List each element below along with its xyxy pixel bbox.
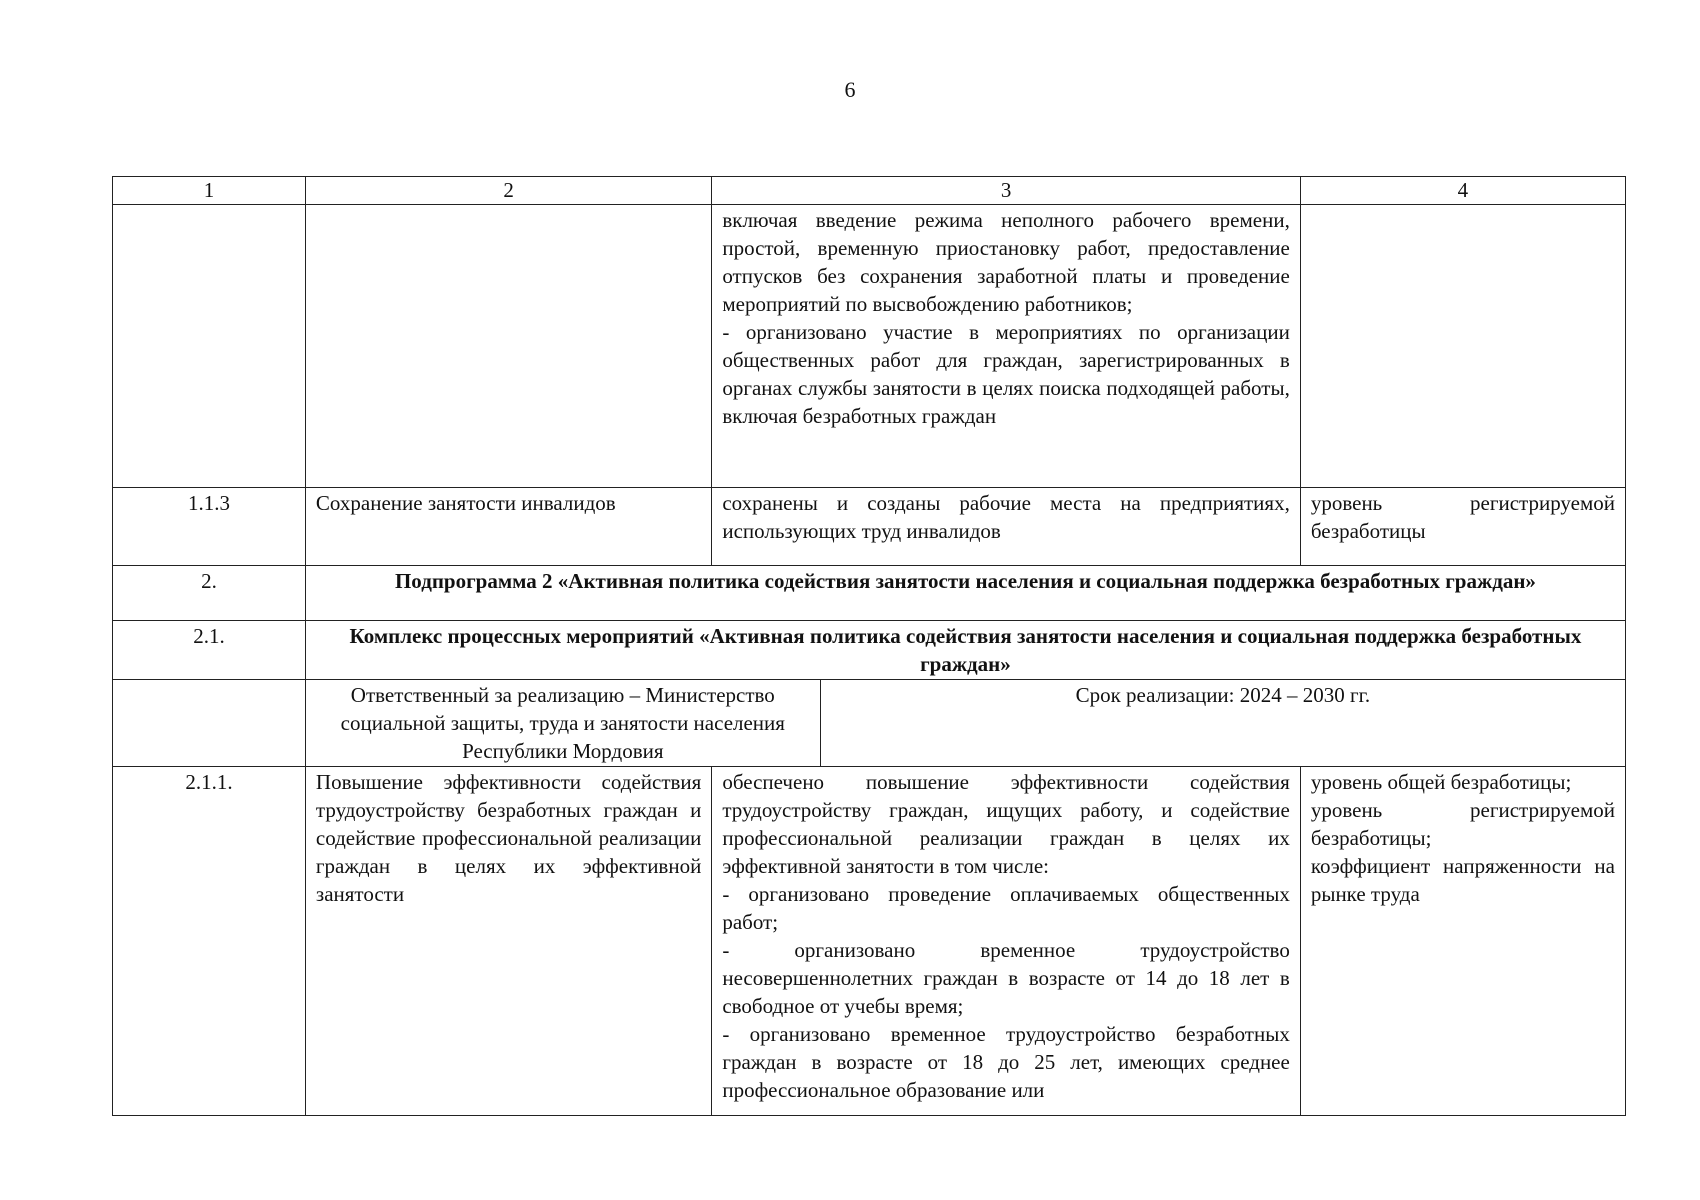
activity-result xyxy=(712,767,1301,1116)
table-row-subprogram-2 xyxy=(113,566,1626,621)
responsible-executor: Ответственный за реализацию – Министерство социальной защиты, труда и занятости населения Республики Мордовия xyxy=(305,680,820,767)
header-col-3: 3 xyxy=(712,177,1301,205)
indicator-item: уровень общей безработицы; xyxy=(1310,770,1572,794)
activity-name: Повышение эффективности содействия трудоустройству безработных граждан и содействие профессиональной реализации граждан в целях их эффективной занятости xyxy=(305,767,711,1116)
header-col-1: 1 xyxy=(113,177,306,205)
activity-indicator: уровень регистрируемой безработицы xyxy=(1300,488,1625,566)
page-number: 6 xyxy=(844,77,856,102)
table-header-row xyxy=(113,177,1626,205)
activity-result: сохранены и созданы рабочие места на предприятиях, использующих труд инвалидов xyxy=(712,488,1301,566)
row-number: 1.1.3 xyxy=(113,488,306,566)
header-col-4: 4 xyxy=(1300,177,1625,205)
responsible-num-cell xyxy=(113,680,306,767)
table-row-2-1-1 xyxy=(113,767,1626,1116)
result-intro: обеспечено повышение эффективности содействия трудоустройству граждан, ищущих работу, и содействие профессиональной реализации граждан в целях их эффективной занятости в том числе: xyxy=(722,770,1290,878)
header-col-2: 2 xyxy=(305,177,711,205)
table-row-2-1 xyxy=(113,621,1626,680)
complex-title: Комплекс процессных мероприятий «Активная политика содействия занятости населения и социальная поддержка безработных граждан» xyxy=(305,621,1625,680)
program-table xyxy=(112,176,1626,1116)
indicator-item: коэффициент напряженности на рынке труда xyxy=(1310,854,1615,906)
table-row-continuation xyxy=(113,205,1626,488)
activity-name: Сохранение занятости инвалидов xyxy=(305,488,711,566)
activity-indicators xyxy=(1300,767,1625,1116)
subprogram-title: Подпрограмма 2 «Активная политика содействия занятости населения и социальная поддержка безработных граждан» xyxy=(305,566,1625,621)
cont-result-text: включая введение режима неполного рабочего времени, простой, временную приостановку работ, предоставление отпусков без сохранения заработной платы и проведение мероприятий по высвобождению работников; xyxy=(722,208,1290,316)
row-number: 2.1.1. xyxy=(113,767,306,1116)
implementation-term: Срок реализации: 2024 – 2030 гг. xyxy=(820,680,1625,767)
cont-indicator-cell xyxy=(1300,205,1625,488)
row-number: 2. xyxy=(113,566,306,621)
table-row-1-1-3 xyxy=(113,488,1626,566)
cont-num-cell xyxy=(113,205,306,488)
cont-result-cell xyxy=(712,205,1301,488)
result-item: - организовано проведение оплачиваемых общественных работ; xyxy=(722,882,1290,934)
row-number: 2.1. xyxy=(113,621,306,680)
cont-result-item: - организовано участие в мероприятиях по организации общественных работ для граждан, зарегистрированных в органах службы занятости в целях поиска подходящей работы, включая безработных граждан xyxy=(722,320,1290,428)
result-item: - организовано временное трудоустройство безработных граждан в возрасте от 18 до 25 лет, имеющих среднее профессиональное образование или xyxy=(722,1022,1290,1102)
indicator-item: уровень регистрируемой безработицы; xyxy=(1310,798,1615,850)
cont-name-cell xyxy=(305,205,711,488)
table-row-responsible xyxy=(113,680,1626,767)
result-item: - организовано временное трудоустройство несовершеннолетних граждан в возрасте от 14 до 18 лет в свободное от учебы время; xyxy=(722,938,1290,1018)
